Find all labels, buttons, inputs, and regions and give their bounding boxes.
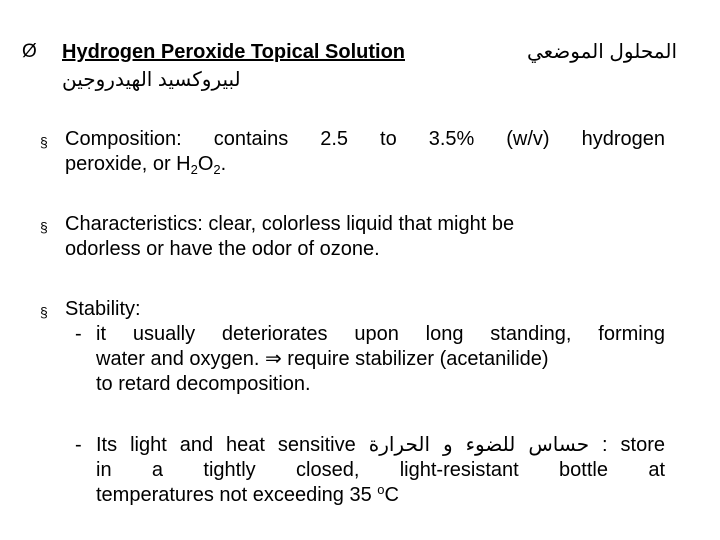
square-bullet-icon: § xyxy=(40,304,48,320)
characteristics-line2: odorless or have the odor of ozone. xyxy=(65,238,380,260)
dash-marker: - xyxy=(75,434,82,456)
decomposition-line1: it usually deteriorates upon long standing, forming xyxy=(96,323,665,345)
stability-item-decomposition xyxy=(75,322,665,397)
bullet-composition xyxy=(40,127,665,177)
storage-english: Its light and heat sensitive xyxy=(96,434,356,456)
decomposition-line3: to retard decomposition. xyxy=(96,373,311,395)
dash-marker: - xyxy=(75,323,82,345)
stability-item-storage xyxy=(75,433,665,508)
storage-end: : store xyxy=(602,434,666,456)
title-english: Hydrogen Peroxide Topical Solution xyxy=(62,41,405,63)
composition-line1: Composition: contains 2.5 to 3.5% (w/v) hydrogen xyxy=(65,128,665,150)
storage-line1 xyxy=(96,433,665,458)
square-bullet-icon: § xyxy=(40,219,48,235)
formula-sub-o: 2 xyxy=(213,162,221,177)
arrow-bullet-icon: Ø xyxy=(22,41,37,62)
temp-unit: C xyxy=(384,484,399,506)
composition-line2 xyxy=(65,152,665,177)
formula-end: . xyxy=(220,153,227,175)
degree-symbol: o xyxy=(377,482,385,497)
characteristics-line1: Characteristics: clear, colorless liquid that might be xyxy=(65,213,515,235)
title-arabic-line2: لبيروكسيد الهيدروجين xyxy=(62,69,241,91)
storage-temp-text: temperatures not exceeding 35 xyxy=(96,484,372,506)
bullet-characteristics xyxy=(40,212,665,262)
storage-line2: in a tightly closed, light-resistant bottle at xyxy=(96,459,665,481)
square-bullet-icon: § xyxy=(40,134,48,150)
formula-o: O xyxy=(197,153,214,175)
formula-sub-h: 2 xyxy=(190,162,198,177)
stability-heading: Stability: xyxy=(65,298,141,320)
storage-line3 xyxy=(96,483,665,508)
storage-arabic: حساس للضوء و الحرارة xyxy=(368,434,590,456)
title-arabic: المحلول الموضعي xyxy=(526,41,677,63)
title-line xyxy=(62,40,677,64)
bullet-stability xyxy=(40,297,665,322)
decomposition-line2: water and oxygen. ⇒ require stabilizer (acetanilide) xyxy=(96,348,549,370)
composition-text: peroxide, or H xyxy=(65,153,191,175)
